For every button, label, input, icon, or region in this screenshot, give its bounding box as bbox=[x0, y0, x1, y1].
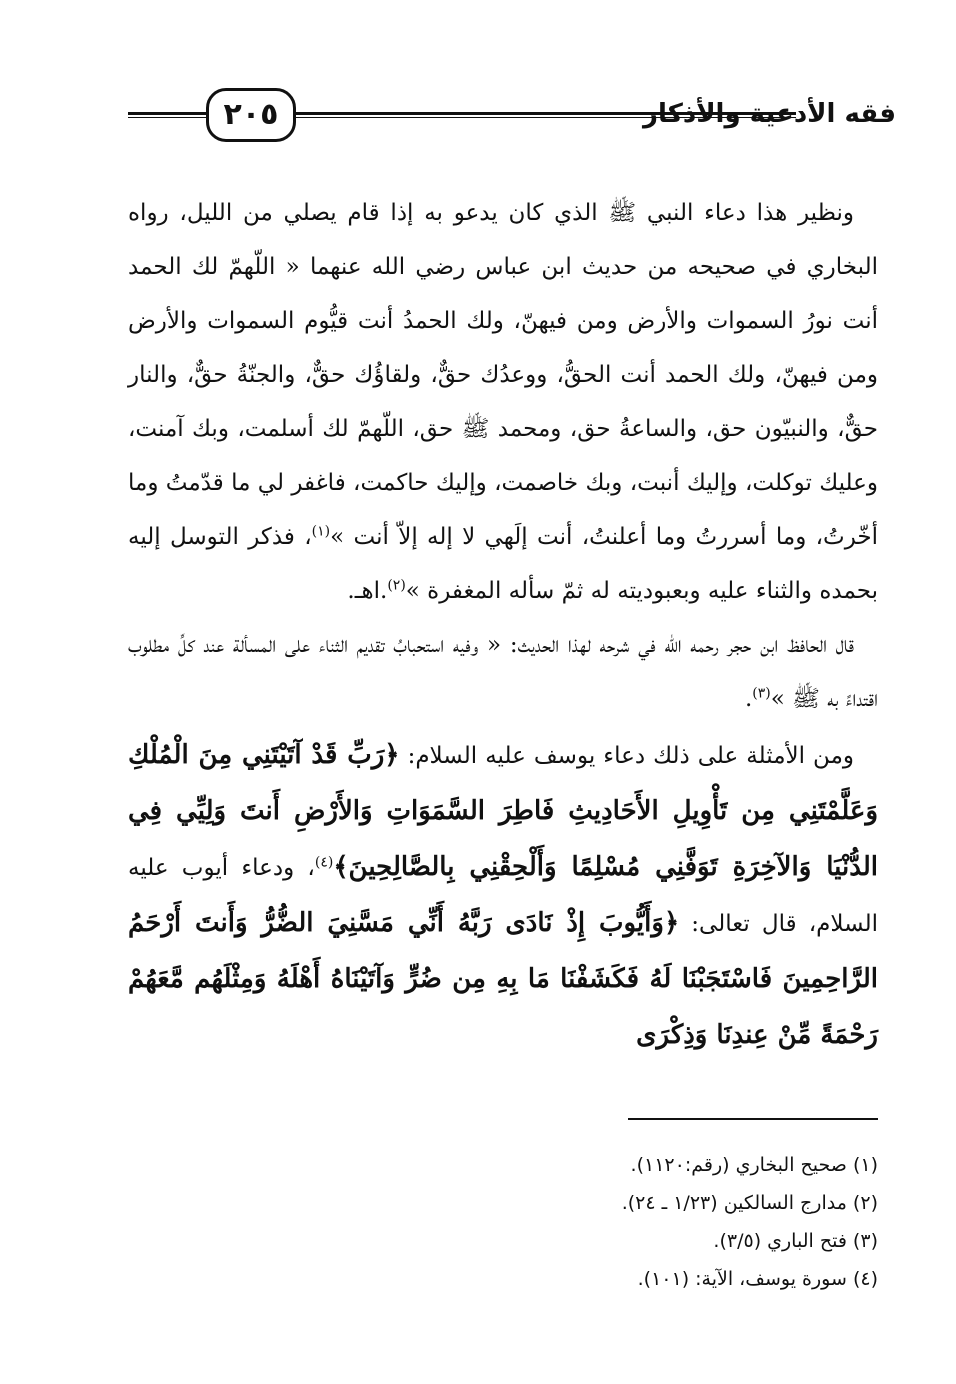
footnote-ref-1: (١) bbox=[311, 523, 331, 540]
running-header bbox=[128, 84, 896, 150]
footnote-4: (٤) سورة يوسف، الآية: (١٠١). bbox=[637, 1268, 878, 1290]
examples-middle: ، ودعاء أيوب عليه السلام، قال تعالى: bbox=[128, 855, 878, 937]
footnote-3: (٣) فتح الباري (٣/٥). bbox=[713, 1230, 878, 1252]
hadith-text: ونظير هذا دعاء النبي ﷺ الذي كان يدعو به إذا قام يصلي من الليل، رواه البخاري في صحيحه من حديث ابن عباس رضي الله عنهما « اللّهمّ لك الحمد أنت نورُ السموات والأرض ومن فيهنّ، ولك الحمدُ أنت قيُّوم السموات والأرض ومن فيهنّ، ولك الحمد أنت الحقُّ، ووعدُك حقٌّ، ولقاؤُك حقٌّ، والجنّةُ حقٌّ، والنار حقٌّ، والنبيّون حق، والساعةُ حق، ومحمد ﷺ حق، اللّهمّ لك أسلمت، وبك آمنت، وعليك توكلت، وإليك أنبت، وبك خاصمت، وإليك حاكمت، فاغفر لي ما قدّمتُ وما أخّرتُ، وما أسررتُ وما أعلنتُ، أنت إلَهي لا إله إلاّ أنت » bbox=[128, 200, 878, 550]
paragraph-examples bbox=[128, 728, 878, 1064]
paragraph-hadith bbox=[128, 186, 878, 618]
hadith-end: .اهـ. bbox=[347, 578, 388, 604]
footnote-ref-3: (٣) bbox=[752, 685, 771, 702]
hadith-commentary: ، فذكر التوسل إليه بحمده والثناء عليه وبعبوديته له ثمّ سأله المغفرة » bbox=[128, 524, 878, 604]
header-rule-left bbox=[128, 112, 206, 118]
footnotes bbox=[128, 1146, 878, 1298]
ibn-hajar-text: قال الحافظ ابن حجر رحمه الله في شرحه لهذا الحديث: « وفيه استحبابُ تقديم الثناء على المسألة عند كلِّ مطلوب اقتداءً به ﷺ » bbox=[128, 632, 878, 712]
footnote-1: (١) صحيح البخاري (رقم:١١٢٠). bbox=[630, 1154, 878, 1176]
paragraph-ibn-hajar bbox=[128, 618, 878, 726]
quran-verse-yusuf: ﴿رَبِّ قَدْ آتَيْتَنِي مِنَ الْمُلْكِ وَعَلَّمْتَنِي مِن تَأْوِيلِ الأَحَادِيثِ فَاطِرَ السَّمَوَاتِ وَالأَرْضِ أَنتَ وَلِيِّي فِي الدُّنْيَا وَالآخِرَةِ تَوَفَّنِي مُسْلِمًا وَأَلْحِقْنِي بِالصَّالِحِينَ﴾ bbox=[128, 740, 879, 882]
ibn-hajar-end: . bbox=[744, 686, 753, 712]
examples-intro: ومن الأمثلة على ذلك دعاء يوسف عليه السلام: bbox=[399, 743, 854, 769]
book-title: فقه الأدعية والأذكار bbox=[643, 99, 896, 129]
footnote-separator bbox=[628, 1118, 878, 1120]
footnote-ref-4: (٤) bbox=[314, 854, 334, 871]
page-number: ٢٠٥ bbox=[206, 88, 296, 142]
quran-verse-ayyub: ﴿وَأَيُّوبَ إِذْ نَادَى رَبَّهُ أَنِّي مَسَّنِيَ الضُّرُّ وَأَنتَ أَرْحَمُ الرَّاحِمِينَ فَاسْتَجَبْنَا لَهُ فَكَشَفْنَا مَا بِهِ مِن ضُرٍّ وَآتَيْنَاهُ أَهْلَهُ وَمِثْلَهُم مَّعَهُمْ رَحْمَةً مِّنْ عِندِنَا وَذِكْرَى bbox=[128, 908, 878, 1050]
footnote-2: (٢) مدارج السالكين (١/٢٣ ـ ٢٤). bbox=[621, 1192, 878, 1214]
footnote-ref-2: (٢) bbox=[387, 577, 406, 594]
main-text bbox=[128, 186, 878, 1064]
